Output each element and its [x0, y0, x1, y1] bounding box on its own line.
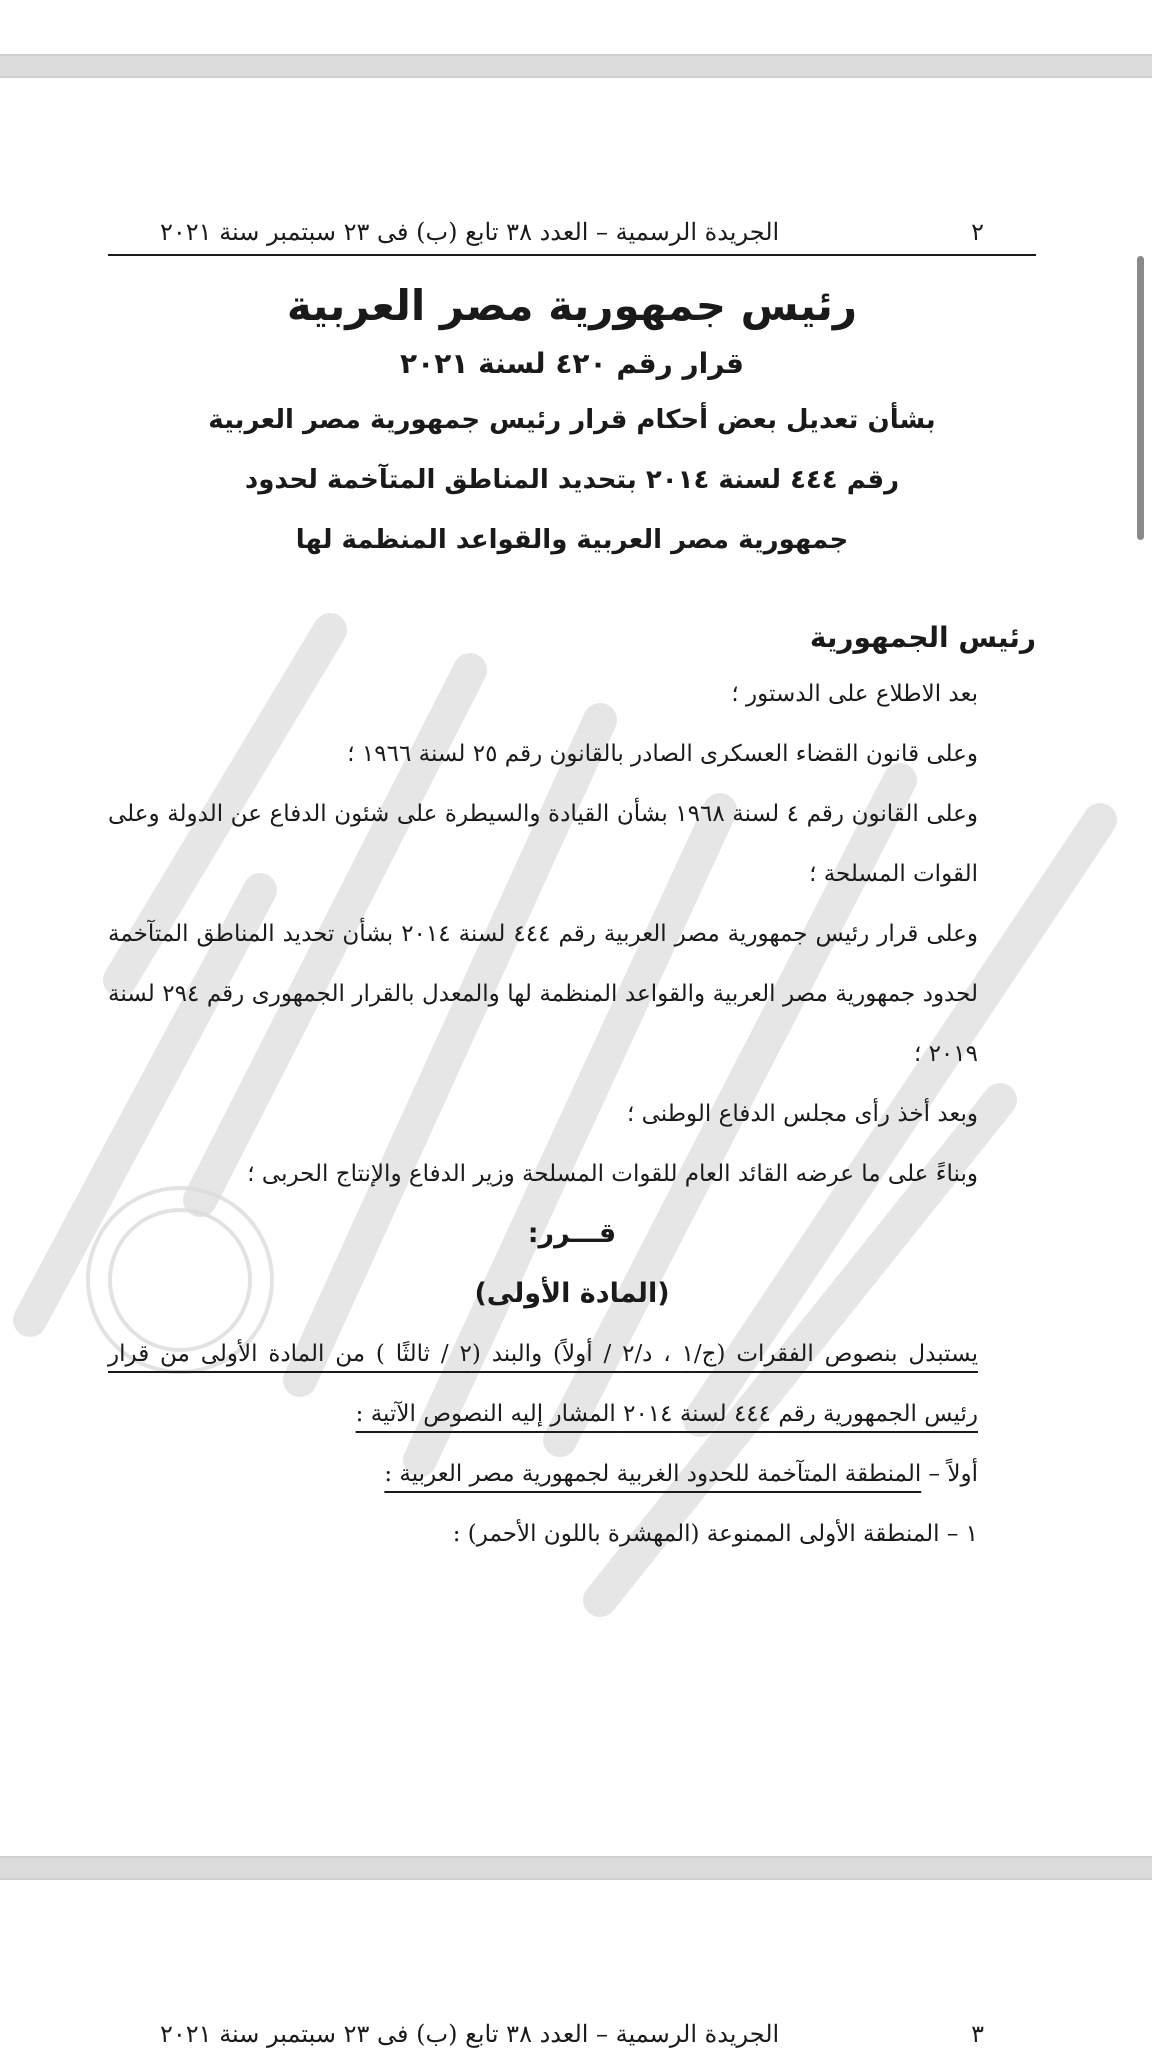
preamble-paragraph: وعلى القانون رقم ٤ لسنة ١٩٦٨ بشأن القيادة والسيطرة على شئون الدفاع عن الدولة وعلى القوات المسلحة ؛: [108, 801, 978, 887]
preamble-paragraph: بعد الاطلاع على الدستور ؛: [731, 681, 978, 707]
item-one: ١ – المنطقة الأولى الممنوعة (المهشرة باللون الأحمر) :: [452, 1521, 978, 1547]
first-section-prefix: أولاً –: [921, 1461, 978, 1487]
next-page-header: [108, 2020, 1036, 2048]
subject-line-1: بشأن تعديل بعض أحكام قرار رئيس جمهورية مصر العربية: [208, 405, 936, 435]
section-heading: رئيس الجمهورية: [809, 621, 1036, 654]
vertical-scrollbar[interactable]: [1137, 256, 1144, 540]
next-page-running-title: الجريدة الرسمية – العدد ٣٨ تابع (ب) فى ٢٣ سبتمبر سنة ٢٠٢١: [160, 2020, 780, 2048]
first-section-heading: [108, 1444, 1036, 1504]
preamble-paragraph: وعلى قرار رئيس جمهورية مصر العربية رقم ٤٤٤ لسنة ٢٠١٤ بشأن تحديد المناطق المتآخمة لحدود جمهورية مصر العربية والقواعد المنظمة لها والمعدل بالقرار الجمهورى رقم ٢٩٤ لسنة ٢٠١٩ ؛: [108, 921, 978, 1067]
running-header: [108, 218, 1036, 256]
preamble-paragraph: وعلى قانون القضاء العسكرى الصادر بالقانون رقم ٢٥ لسنة ١٩٦٦ ؛: [347, 741, 978, 767]
subject-line-3: جمهورية مصر العربية والقواعد المنظمة لها: [295, 525, 849, 555]
running-title: الجريدة الرسمية – العدد ٣٨ تابع (ب) فى ٢٣ سبتمبر سنة ٢٠٢١: [160, 218, 780, 246]
preamble-paragraph: وبعد أخذ رأى مجلس الدفاع الوطنى ؛: [626, 1101, 978, 1127]
page-separator-bottom: [0, 1856, 1152, 1880]
subject-line-2: رقم ٤٤٤ لسنة ٢٠١٤ بتحديد المناطق المتآخمة لحدود: [244, 465, 900, 495]
article-text: [108, 1324, 1036, 1444]
article-title: (المادة الأولى): [474, 1278, 670, 1309]
page-separator-top: [0, 54, 1152, 78]
decided-heading: قـــرر:: [527, 1218, 617, 1249]
first-section-label: المنطقة المتآخمة للحدود الغربية لجمهورية مصر العربية :: [384, 1461, 922, 1487]
decree-number: قرار رقم ٤٢٠ لسنة ٢٠٢١: [400, 347, 744, 380]
page-number: ٢: [971, 218, 984, 246]
decree-title-block: [108, 274, 1036, 570]
document-page: [108, 218, 1036, 1564]
preamble-paragraph: وبناءً على ما عرضه القائد العام للقوات المسلحة وزير الدفاع والإنتاج الحربى ؛: [247, 1161, 978, 1187]
president-title: رئيس جمهورية مصر العربية: [286, 281, 858, 330]
article-text-content: يستبدل بنصوص الفقرات (ج/١ ، د/٢ / أولاً) والبند (٢ / ثالثًا ) من المادة الأولى من قرار رئيس الجمهورية رقم ٤٤٤ لسنة ٢٠١٤ المشار إليه النصوص الآتية :: [108, 1341, 979, 1427]
next-page-number: ٣: [971, 2020, 984, 2048]
